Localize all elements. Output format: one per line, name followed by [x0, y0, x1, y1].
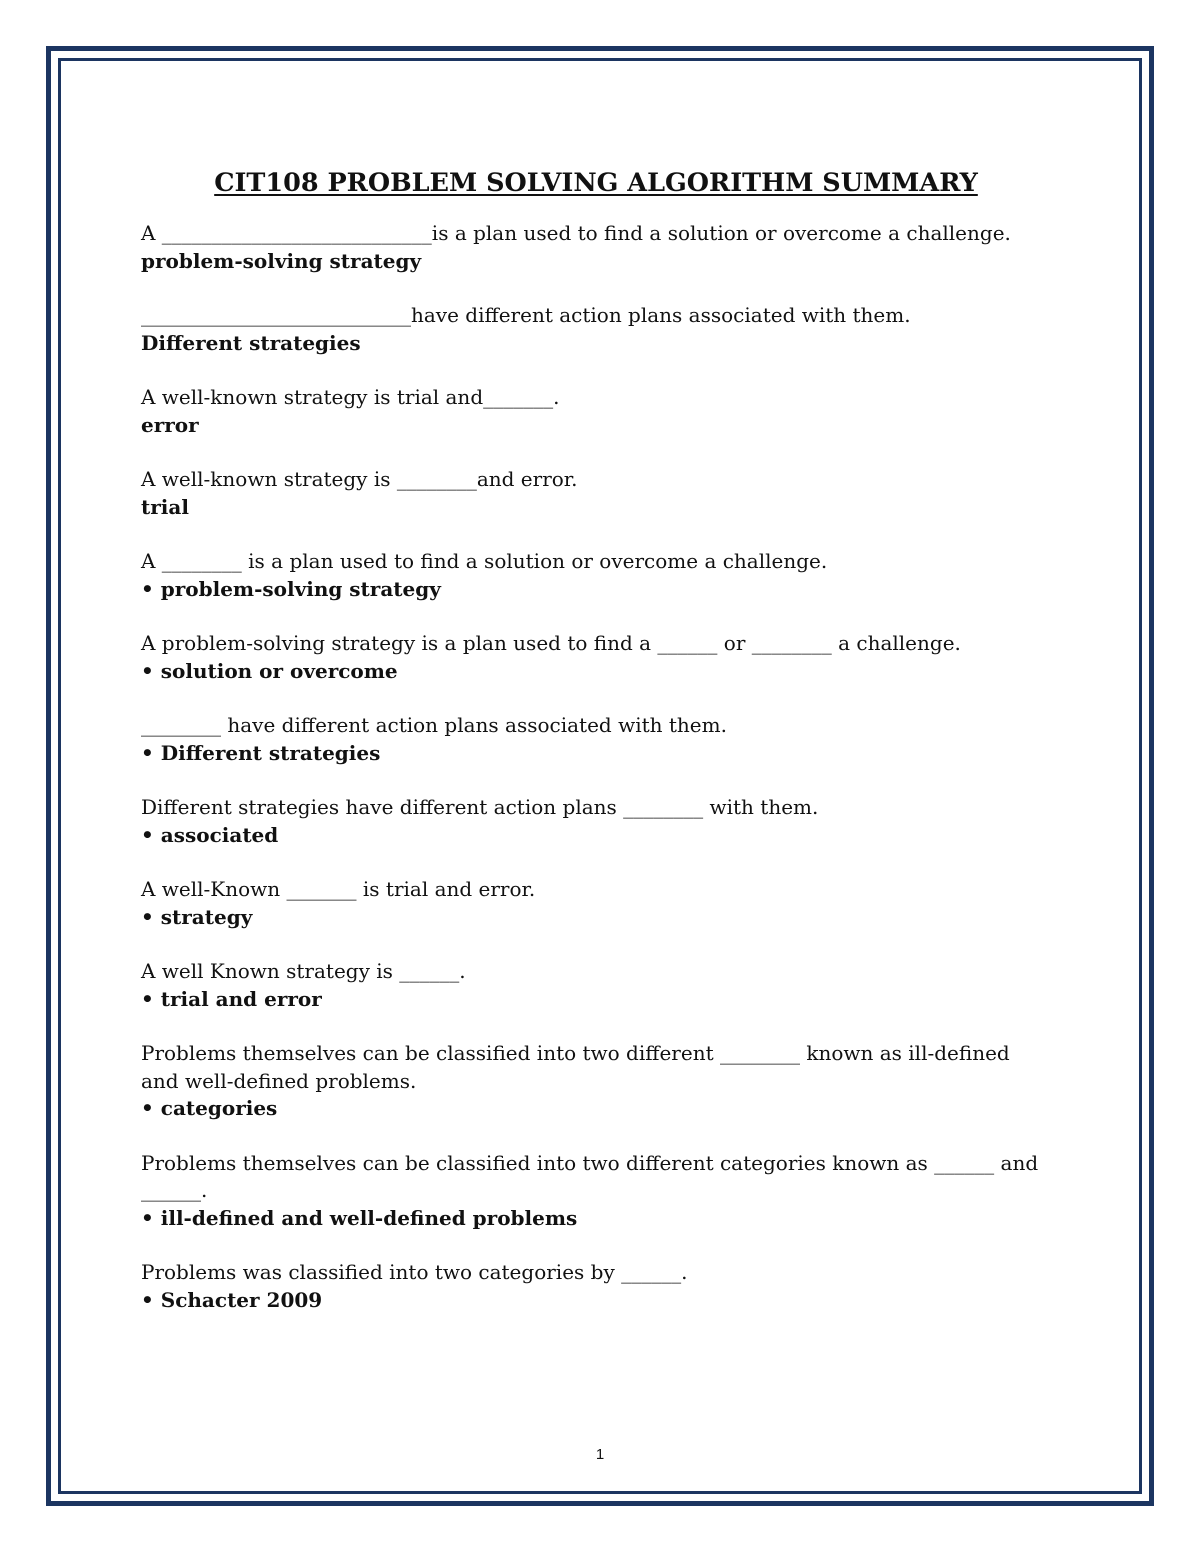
question-block [141, 548, 1051, 603]
answer-value: trial and error [160, 986, 322, 1011]
bullet-marker: • [141, 658, 154, 683]
question-text: A ________ is a plan used to find a solution or overcome a challenge. [141, 549, 828, 573]
question-block [141, 1259, 1051, 1314]
answer-value: Different strategies [141, 330, 361, 355]
answer-text [141, 576, 1051, 604]
answer-value: Different strategies [160, 740, 381, 765]
question-text: A well-Known _______ is trial and error. [141, 877, 536, 901]
answer-value: Schacter 2009 [160, 1287, 323, 1312]
document-title: CIT108 PROBLEM SOLVING ALGORITHM SUMMARY [214, 168, 978, 198]
question-block [141, 1040, 1051, 1123]
answer-value: associated [160, 822, 279, 847]
question-text: Different strategies have different action plans ________ with them. [141, 795, 819, 819]
answer-text [141, 658, 1051, 686]
answer-text [141, 330, 1051, 358]
question-text: ___________________________have different action plans associated with them. [141, 303, 911, 327]
question-block [141, 712, 1051, 767]
question-answer-list [141, 220, 1051, 1314]
answer-text [141, 904, 1051, 932]
answer-value: error [141, 412, 199, 437]
answer-text [141, 822, 1051, 850]
answer-text [141, 1095, 1051, 1123]
question-block [141, 384, 1051, 439]
answer-text [141, 740, 1051, 768]
question-text: A well Known strategy is ______. [141, 959, 466, 983]
question-block [141, 220, 1051, 275]
question-block [141, 1150, 1051, 1233]
answer-text [141, 248, 1051, 276]
question-text: Problems themselves can be classified into two different ________ known as ill-defined and well-defined problems. [141, 1041, 1010, 1093]
question-block [141, 466, 1051, 521]
question-text: A well-known strategy is trial and_______. [141, 385, 560, 409]
answer-value: problem-solving strategy [141, 248, 422, 273]
question-text: ________ have different action plans associated with them. [141, 713, 727, 737]
answer-value: problem-solving strategy [160, 576, 441, 601]
answer-value: strategy [160, 904, 253, 929]
answer-text [141, 412, 1051, 440]
page-number: 1 [595, 1446, 605, 1463]
bullet-marker: • [141, 576, 154, 601]
question-block [141, 302, 1051, 357]
bullet-marker: • [141, 986, 154, 1011]
bullet-marker: • [141, 904, 154, 929]
question-text: A ___________________________is a plan used to find a solution or overcome a challenge. [141, 221, 1011, 245]
question-text: A problem-solving strategy is a plan used to find a ______ or ________ a challenge. [141, 631, 961, 655]
answer-value: categories [160, 1096, 278, 1120]
bullet-marker: • [141, 740, 154, 765]
question-block [141, 876, 1051, 931]
question-text: Problems themselves can be classified into two different categories known as ______ and ______. [141, 1150, 1039, 1202]
question-text: Problems was classified into two categories by ______. [141, 1260, 688, 1284]
question-text: A well-known strategy is ________and error. [141, 467, 578, 491]
answer-text [141, 1205, 1051, 1233]
bullet-marker: • [141, 1096, 154, 1120]
bullet-marker: • [141, 822, 154, 847]
answer-value: solution or overcome [160, 658, 398, 683]
bullet-marker: • [141, 1287, 154, 1312]
question-block [141, 630, 1051, 685]
answer-value: trial [141, 494, 189, 519]
answer-value: ill-defined and well-defined problems [160, 1205, 578, 1230]
bullet-marker: • [141, 1205, 154, 1230]
question-block [141, 958, 1051, 1013]
question-block [141, 794, 1051, 849]
document-body [141, 168, 1051, 1341]
answer-text [141, 1287, 1051, 1315]
answer-text [141, 986, 1051, 1014]
answer-text [141, 494, 1051, 522]
